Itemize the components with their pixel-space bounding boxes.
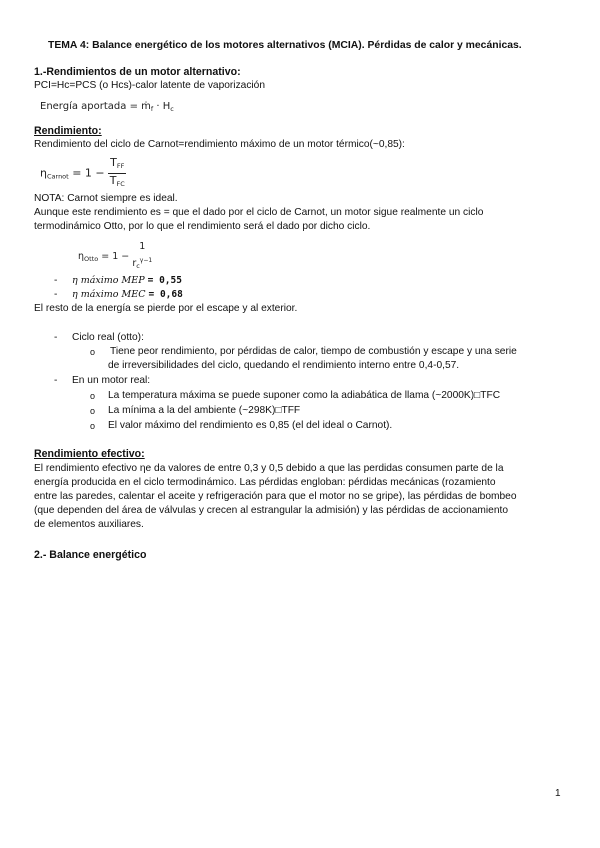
section2-heading: 2.- Balance energético — [34, 549, 147, 561]
document-title: TEMA 4: Balance energético de los motores alternativos (MCIA). Pérdidas de calor y mecánicas. — [48, 40, 522, 51]
page-number: 1 — [555, 788, 561, 799]
circle-bullet: o — [90, 421, 96, 431]
ciclo-real-item-line-1: Tiene peor rendimiento, por pérdidas de calor, tiempo de combustión y escape y una serie — [110, 346, 517, 357]
otto-eta: η — [78, 251, 85, 263]
section1-heading: 1.-Rendimientos de un motor alternativo: — [34, 66, 241, 78]
otto-eq: = 1 − — [101, 251, 130, 263]
nota-line: NOTA: Carnot siempre es ideal. — [34, 193, 178, 204]
mep-value: = 0,55 — [147, 275, 182, 286]
efectivo-line-4: (que dependen del área de válvulas y crecen al estrangular la admisión) y las pérdidas de accionamiento — [34, 505, 509, 516]
carnot-num-sub: FF — [116, 162, 125, 170]
ciclo-real-label: Ciclo real (otto): — [72, 332, 144, 343]
energy-formula-sub: f — [150, 105, 154, 113]
efectivo-line-1: El rendimiento efectivo ηe da valores de entre 0,3 y 0,5 debido a que las perdidas consumen parte de la — [34, 463, 504, 474]
carnot-formula — [40, 156, 126, 191]
aunque-line-2: termodinámico Otto, por lo que el rendimiento será el dado por dicho ciclo. — [34, 221, 371, 232]
otto-sub: Otto — [84, 255, 99, 264]
resto-line: El resto de la energía se pierde por el escape y al exterior. — [34, 303, 298, 314]
dash-bullet: - — [54, 332, 58, 343]
dash-bullet: - — [54, 289, 58, 300]
energy-formula-tail-sub: c — [170, 105, 174, 113]
aunque-line-1: Aunque este rendimiento es = que el dado por el ciclo de Carnot, un motor sigue realmente un ciclo — [34, 207, 484, 218]
rendimiento-heading: Rendimiento: — [34, 125, 102, 137]
motor-item-2: La mínima a la del ambiente (~298K)□TFF — [108, 405, 301, 416]
mep-label: η máximo MEP — [72, 275, 145, 286]
mep-line — [72, 275, 182, 286]
efectivo-heading: Rendimiento efectivo: — [34, 448, 145, 460]
carnot-eta: η — [40, 166, 47, 180]
otto-formula — [78, 240, 152, 273]
otto-den-sub: c — [136, 262, 140, 271]
circle-bullet: o — [90, 347, 96, 357]
mec-label: η máximo MEC — [72, 289, 146, 300]
carnot-text: Rendimiento del ciclo de Carnot=rendimiento máximo de un motor térmico(~0,85): — [34, 139, 405, 150]
energy-formula — [40, 101, 174, 113]
motor-item-3: El valor máximo del rendimiento es 0,85 (el del ideal o Carnot). — [108, 420, 393, 431]
otto-fraction — [132, 240, 152, 273]
carnot-num: T — [110, 156, 117, 169]
otto-den-sup: γ−1 — [139, 257, 153, 264]
ciclo-real-item-line-2: de irreversibilidades del ciclo, quedando el rendimiento interno entre 0,4-0,57. — [108, 360, 460, 371]
circle-bullet: o — [90, 406, 96, 416]
otto-num: 1 — [139, 241, 146, 252]
dash-bullet: - — [54, 275, 58, 286]
carnot-fraction — [108, 156, 126, 191]
efectivo-line-5: de elementos auxiliares. — [34, 519, 144, 530]
efectivo-line-2: energía producida en el ciclo termodinámico. Las pérdidas engloban: pérdidas mecánicas (rozamiento — [34, 477, 496, 488]
carnot-den-sub: FC — [116, 180, 125, 188]
mec-line — [72, 289, 183, 300]
carnot-eq: = 1 − — [72, 166, 105, 180]
mec-value: = 0,68 — [148, 289, 183, 300]
motor-real-label: En un motor real: — [72, 375, 151, 386]
energy-formula-tail: · H — [153, 101, 171, 112]
energy-formula-label: Energía aportada = ṁ — [40, 101, 151, 112]
circle-bullet: o — [90, 391, 96, 401]
carnot-den: T — [109, 174, 117, 187]
motor-item-1: La temperatura máxima se puede suponer como la adiabática de llama (~2000K)□TFC — [108, 390, 501, 401]
otto-den: r — [132, 258, 137, 270]
dash-bullet: - — [54, 375, 58, 386]
carnot-sub: Carnot — [46, 172, 69, 181]
pci-line: PCI=Hc=PCS (o Hcs)-calor latente de vaporización — [34, 80, 266, 91]
efectivo-line-3: entre las paredes, calentar el aceite y refrigeración para que el motor no se gripe), las pérdidas de bombeo — [34, 491, 517, 502]
